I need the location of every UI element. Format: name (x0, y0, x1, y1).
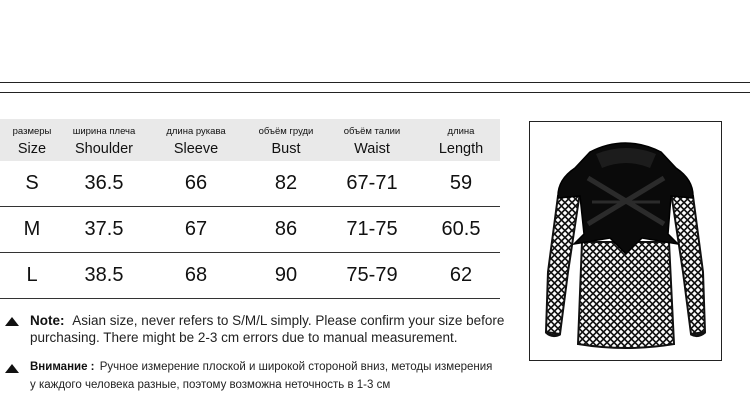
header-length (420, 119, 502, 161)
header-sleeve (144, 119, 248, 161)
waist-cell: 75-79 (346, 264, 398, 286)
sleeve-cell: 68 (184, 264, 208, 286)
length-cell: 60.5 (441, 218, 481, 240)
product-photo (529, 121, 722, 361)
length-cell: 62 (449, 264, 473, 286)
note-ru-text: Ручное измерение плоской и широкой стороной вниз, методы измерения (99, 361, 493, 373)
header-size (0, 119, 64, 161)
note-en-line-2 (30, 330, 457, 345)
note-ru-text: у каждого человека разные, поэтому возможна неточность в 1-3 см (30, 379, 391, 391)
sleeve-cell: 66 (184, 172, 208, 194)
note-ru-label: Внимание : (30, 361, 95, 373)
note-en-line-1 (30, 313, 504, 328)
table-row (0, 253, 500, 299)
size-cell: S (25, 172, 39, 194)
header-ru-label: объём груди (258, 126, 314, 137)
size-chart-table (0, 119, 500, 299)
size-cell: L (26, 264, 38, 286)
header-en-label: Waist (354, 141, 390, 157)
header-ru-label: ширина плеча (72, 126, 136, 137)
fishnet-top-illustration (530, 122, 721, 360)
header-ru-label: длина рукава (166, 126, 226, 137)
header-ru-label: объём талии (343, 126, 401, 137)
waist-cell: 71-75 (346, 218, 398, 240)
table-row (0, 207, 500, 253)
note-ru-line-2 (30, 379, 390, 391)
triangle-up-icon (5, 317, 19, 326)
top-divider-line-2 (0, 92, 750, 93)
shoulder-cell: 37.5 (84, 218, 124, 240)
waist-cell: 67-71 (346, 172, 398, 194)
header-waist (324, 119, 420, 161)
size-cell: M (23, 218, 41, 240)
triangle-up-icon (5, 364, 19, 373)
top-divider-line (0, 82, 750, 83)
header-ru-label: длина (447, 126, 475, 137)
header-en-label: Size (17, 141, 47, 157)
sleeve-cell: 67 (184, 218, 208, 240)
table-row (0, 161, 500, 207)
shoulder-cell: 38.5 (84, 264, 124, 286)
bust-cell: 90 (274, 264, 298, 286)
note-text: purchasing. There might be 2-3 cm errors due to manual measurement. (30, 330, 458, 345)
bust-cell: 86 (274, 218, 298, 240)
table-header (0, 119, 500, 161)
header-en-label: Length (438, 141, 484, 157)
length-cell: 59 (449, 172, 473, 194)
header-en-label: Shoulder (74, 141, 134, 157)
bust-cell: 82 (274, 172, 298, 194)
header-shoulder (64, 119, 144, 161)
header-en-label: Sleeve (173, 141, 219, 157)
note-label: Note: (30, 313, 65, 328)
note-ru-line-1 (30, 361, 492, 373)
header-ru-label: размеры (12, 126, 52, 137)
header-bust (248, 119, 324, 161)
shoulder-cell: 36.5 (84, 172, 124, 194)
note-text: Asian size, never refers to S/M/L simply. Please confirm your size before (72, 313, 505, 328)
header-en-label: Bust (271, 141, 301, 157)
